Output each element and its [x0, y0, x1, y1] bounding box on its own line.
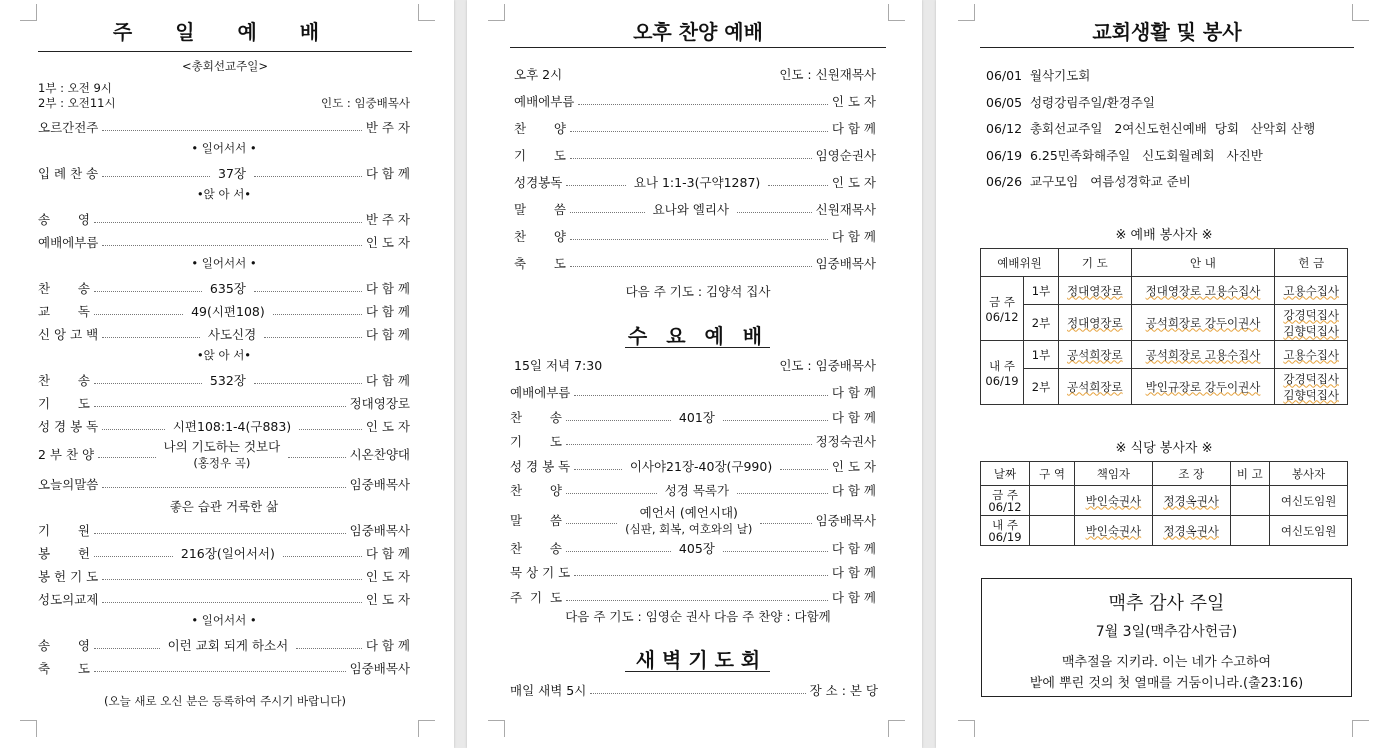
order-detail — [675, 539, 719, 557]
order-detail — [630, 173, 764, 191]
area-cell — [1030, 516, 1075, 546]
guide-cell: 정대영장로 고용수집사 — [1131, 277, 1275, 305]
order-label: 기 도 — [514, 148, 566, 163]
table-header: 안 내 — [1131, 249, 1275, 277]
note-cell — [1230, 516, 1270, 546]
part-cell: 2부 — [1024, 369, 1059, 405]
leader-dots — [723, 544, 828, 552]
title-rule — [38, 51, 412, 52]
table-header: 구 역 — [1030, 462, 1075, 486]
order-detail — [626, 457, 776, 475]
afternoon-leader: 인도 : 신원재목사 — [779, 67, 876, 82]
dawn-time: 매일 새벽 5시 — [510, 683, 587, 698]
table-row — [981, 486, 1348, 516]
title-rule — [625, 671, 770, 672]
afternoon-time-row — [514, 64, 876, 84]
order-label: 찬 송 — [38, 373, 90, 388]
leader-dots — [102, 238, 361, 246]
order-label: 신 앙 고 백 — [38, 327, 99, 342]
week-cell: 금 주 06/12 — [981, 486, 1030, 516]
order-person: 시온찬양대 — [349, 447, 410, 462]
week-cell: 금 주 06/12 — [981, 277, 1024, 341]
order-item — [510, 587, 876, 607]
table-row — [981, 369, 1348, 405]
order-item — [38, 416, 410, 436]
posture-cue: •앉 아 서• — [196, 187, 252, 201]
leader-cell: 정경옥권사 — [1152, 486, 1230, 516]
leader-dots — [566, 516, 617, 524]
leader-dots — [94, 549, 173, 557]
corner-mark — [958, 4, 975, 21]
order-person: 반 주 자 — [365, 212, 410, 227]
order-item — [510, 456, 876, 476]
leader-dots — [94, 215, 362, 223]
order-person: 임중배목사 — [349, 661, 410, 676]
leader-dots — [94, 526, 346, 534]
order-detail — [206, 279, 250, 297]
visitor-note: (오늘 새로 오신 분은 등록하여 주시기 바랍니다) — [104, 694, 346, 708]
posture-cue: • 일어서서 • — [191, 613, 257, 627]
order-label: 말 씀 — [514, 202, 566, 217]
leader-dots — [283, 549, 362, 557]
box-title: 맥추 감사 주일 — [1108, 593, 1225, 614]
order-label: 성경봉독 — [514, 175, 563, 190]
order-person: 인 도 자 — [365, 419, 410, 434]
order-person: 다 함 께 — [831, 121, 876, 136]
wednesday-time: 15일 저녁 7:30 — [514, 358, 603, 373]
order-detail-line: 37장 — [218, 166, 247, 181]
corner-mark — [888, 720, 905, 737]
week-cell: 내 주 06/19 — [981, 341, 1024, 405]
order-item — [510, 431, 876, 451]
leader-dots — [288, 450, 345, 458]
leader-dots — [102, 572, 362, 580]
order-item — [38, 439, 410, 469]
order-item — [514, 118, 876, 138]
head-cell: 박인숙권사 — [1075, 486, 1153, 516]
table-row — [981, 516, 1348, 546]
order-label: 기 도 — [38, 396, 90, 411]
order-item — [510, 538, 876, 558]
order-person: 신원재목사 — [815, 202, 877, 217]
order-person: 인 도 자 — [831, 458, 876, 474]
leader-dots — [566, 486, 657, 494]
leader-dots — [102, 480, 345, 488]
order-detail — [675, 408, 719, 426]
order-item — [38, 589, 410, 609]
order-label: 찬 송 — [38, 281, 90, 296]
order-person: 인 도 자 — [831, 175, 877, 190]
order-person: 임중배목사 — [349, 477, 410, 492]
service-subtitle: <총회선교주일> — [182, 59, 268, 73]
order-item — [38, 117, 410, 137]
leader-dots — [578, 97, 827, 105]
order-label: 묵 상 기 도 — [510, 565, 571, 581]
service-time-2: 2부 : 오전11시 — [38, 96, 116, 110]
order-label: 예배에부름 — [514, 94, 575, 109]
order-label: 송 영 — [38, 638, 90, 653]
thanksgiving-box — [981, 578, 1352, 697]
order-person: 다 함 께 — [831, 483, 877, 499]
note-cell — [1230, 486, 1270, 516]
order-item — [38, 163, 410, 183]
order-detail-line: 216장(일어서서) — [180, 546, 275, 561]
order-item — [38, 278, 410, 298]
order-label: 송 영 — [38, 212, 90, 227]
order-detail-line: 405장 — [678, 540, 715, 556]
corner-mark — [488, 720, 505, 737]
order-person: 다 함 께 — [365, 546, 410, 561]
afternoon-next-prayer: 다음 주 기도 : 김양석 집사 — [625, 284, 771, 299]
leader-dots — [254, 169, 362, 177]
order-person: 반 주 자 — [365, 120, 410, 135]
order-detail — [661, 481, 733, 499]
prayer-cell: 정대영장로 — [1059, 277, 1132, 305]
box-verse-2: 밭에 뿌린 것의 첫 열매를 거둠이니라.(출23:16) — [1029, 676, 1304, 691]
prayer-cell: 공석희장로 — [1059, 369, 1132, 405]
order-item — [514, 172, 876, 192]
leader-dots — [273, 307, 362, 315]
order-detail-line: 49(시편108) — [191, 304, 265, 319]
order-item — [38, 543, 410, 563]
prayer-cell: 정대영장로 — [1059, 305, 1132, 341]
order-detail-line: (홍정우 곡) — [193, 456, 251, 470]
title-rule — [980, 47, 1354, 48]
order-item — [514, 226, 876, 246]
leader-dots — [102, 123, 361, 131]
dawn-prayer-title: 새 벽 기 도 회 — [635, 648, 761, 672]
order-detail-line: 이런 교회 되게 하소서 — [167, 638, 289, 653]
order-item — [38, 474, 410, 494]
leader-dots — [737, 486, 828, 494]
order-detail-line: 사도신경 — [207, 327, 257, 342]
order-item — [514, 145, 876, 165]
order-detail-line: 성경 목록가 — [664, 483, 730, 499]
order-label: 성도의교제 — [38, 592, 99, 607]
leader-dots — [94, 307, 183, 315]
leader-dots — [768, 178, 828, 186]
order-label: 입 례 찬 송 — [38, 166, 99, 181]
order-label: 예배에부름 — [38, 235, 99, 250]
service-volunteers-table — [980, 248, 1348, 405]
title-rule — [625, 347, 770, 348]
order-label: 성 경 봉 독 — [510, 458, 571, 474]
afternoon-time: 오후 2시 — [514, 67, 563, 82]
order-item — [38, 393, 410, 413]
event-item: 06/01 월삭기도회 — [986, 68, 1091, 83]
guide-cell: 공석희장로 고용수집사 — [1131, 341, 1275, 369]
leader-dots — [566, 544, 671, 552]
leader-dots — [94, 399, 346, 407]
order-label: 오늘의말씀 — [38, 477, 99, 492]
order-label: 기 도 — [510, 434, 562, 450]
order-label: 교 독 — [38, 304, 90, 319]
table-header: 조 장 — [1152, 462, 1230, 486]
wednesday-leader: 인도 : 임중배목사 — [779, 358, 876, 373]
offering-cell: 고용수집사 — [1275, 277, 1348, 305]
leader-dots — [574, 462, 622, 470]
order-detail-line: 요나와 엘리사 — [652, 202, 730, 217]
order-person: 다 함 께 — [365, 281, 410, 296]
kitchen-volunteers-table — [980, 461, 1348, 546]
event-item: 06/26 교구모임 여름성경학교 준비 — [986, 174, 1191, 189]
box-verse-1: 맥추절을 지키라. 이는 네가 수고하여 — [1061, 655, 1272, 670]
sunday-service-title: 주 일 예 배 — [112, 20, 338, 44]
order-person: 다 함 께 — [831, 540, 876, 556]
leader-dots — [570, 124, 828, 132]
offering-cell: 강경덕집사 김향덕집사 — [1275, 305, 1348, 341]
order-detail — [649, 200, 733, 218]
order-item — [514, 199, 876, 219]
leader-dots — [590, 686, 805, 694]
order-item — [510, 407, 876, 427]
leader-dots — [760, 516, 811, 524]
afternoon-service-title: 오후 찬양 예배 — [633, 20, 763, 44]
leader-dots — [574, 388, 827, 396]
offering-cell: 고용수집사 — [1275, 341, 1348, 369]
leader-dots — [254, 284, 362, 292]
order-person: 인 도 자 — [365, 592, 410, 607]
leader-dots — [264, 330, 362, 338]
order-item — [38, 301, 410, 321]
order-detail-line: 401장 — [678, 409, 715, 425]
order-person: 다 함 께 — [365, 638, 411, 653]
corner-mark — [958, 720, 975, 737]
order-person: 다 함 께 — [831, 229, 876, 244]
order-person: 다 함 께 — [365, 166, 410, 181]
order-person: 인 도 자 — [365, 569, 410, 584]
order-person: 인 도 자 — [365, 235, 410, 250]
leader-dots — [94, 284, 202, 292]
order-detail — [214, 164, 250, 182]
order-detail — [206, 371, 250, 389]
leader-dots — [94, 664, 346, 672]
order-item — [510, 562, 876, 582]
order-person: 다 함 께 — [831, 565, 876, 581]
leader-dots — [254, 376, 362, 384]
corner-mark — [1352, 720, 1369, 737]
leader-dots — [94, 641, 160, 649]
prayer-cell: 공석희장로 — [1059, 341, 1132, 369]
table-header: 책임자 — [1075, 462, 1153, 486]
order-detail-line: 예언서 (예언시대) — [639, 505, 738, 520]
table-row — [981, 277, 1348, 305]
order-detail — [187, 302, 269, 320]
dawn-place: 장 소 : 본 당 — [809, 683, 878, 698]
leader-dots — [723, 413, 828, 421]
order-item — [38, 658, 410, 678]
order-item — [38, 370, 410, 390]
order-label: 봉 헌 기 도 — [38, 569, 99, 584]
leader-dots — [570, 151, 812, 159]
order-item — [38, 566, 410, 586]
title-rule — [510, 47, 886, 48]
corner-mark — [20, 4, 37, 21]
service-time-1: 1부 : 오전 9시 — [38, 81, 112, 95]
order-item — [38, 209, 410, 229]
helper-cell: 여신도임원 — [1270, 486, 1348, 516]
order-label: 찬 양 — [514, 229, 566, 244]
leader-dots — [566, 437, 812, 445]
head-cell: 박인숙권사 — [1075, 516, 1153, 546]
order-detail-line: 요나 1:1-3(구약1287) — [633, 175, 761, 190]
order-person: 임중배목사 — [349, 523, 410, 538]
order-person: 정대영장로 — [349, 396, 410, 411]
order-person: 다 함 께 — [365, 304, 411, 319]
order-item — [514, 253, 876, 273]
leader-dots — [102, 169, 210, 177]
box-subtitle: 7월 3일(맥추감사헌금) — [1095, 624, 1238, 640]
order-item — [510, 505, 876, 535]
order-person: 임중배목사 — [815, 256, 876, 271]
order-label: 말 씀 — [510, 513, 562, 528]
table-header: 기 도 — [1059, 249, 1132, 277]
order-detail — [204, 325, 260, 343]
table-header: 봉사자 — [1270, 462, 1348, 486]
week-cell: 내 주 06/19 — [981, 516, 1030, 546]
table-header: 비 고 — [1230, 462, 1270, 486]
leader-dots — [780, 462, 828, 470]
order-detail-line: 532장 — [209, 373, 246, 388]
order-label: 축 도 — [514, 256, 566, 271]
corner-mark — [1352, 4, 1369, 21]
table-row — [981, 341, 1348, 369]
order-person: 임중배목사 — [815, 513, 876, 528]
order-person: 인 도 자 — [831, 94, 876, 109]
posture-cue: • 일어서서 • — [191, 256, 257, 270]
order-label: 예배에부름 — [510, 385, 571, 400]
leader-dots — [566, 178, 626, 186]
order-label: 찬 송 — [510, 540, 562, 556]
leader-dots — [737, 205, 812, 213]
order-label: 찬 양 — [510, 483, 562, 499]
order-label: 찬 양 — [514, 121, 566, 136]
kitchen-volunteers-title: ※ 식당 봉사자 ※ — [1115, 441, 1213, 456]
order-label: 오르간전주 — [38, 120, 99, 135]
order-label: 봉 헌 — [38, 546, 90, 561]
part-cell: 2부 — [1024, 305, 1059, 341]
table-header: 날짜 — [981, 462, 1030, 486]
corner-mark — [418, 4, 435, 21]
leader-dots — [102, 330, 200, 338]
order-item — [510, 382, 876, 402]
order-detail — [169, 417, 295, 435]
order-detail — [621, 503, 756, 537]
service-volunteers-title: ※ 예배 봉사자 ※ — [1115, 228, 1213, 243]
corner-mark — [418, 720, 435, 737]
wednesday-time-row — [514, 355, 876, 375]
order-detail — [164, 636, 293, 654]
leader-dots — [102, 422, 165, 430]
table-header: 예배위원 — [981, 249, 1059, 277]
part-cell: 1부 — [1024, 277, 1059, 305]
order-item — [38, 324, 410, 344]
service-leader: 인도 : 임중배목사 — [321, 96, 410, 110]
posture-cue: • 일어서서 • — [191, 141, 257, 155]
order-person: 다 함 께 — [365, 373, 410, 388]
church-life-title: 교회생활 및 봉사 — [1092, 20, 1242, 44]
order-item — [38, 232, 410, 252]
helper-cell: 여신도임원 — [1270, 516, 1348, 546]
order-item — [514, 91, 876, 111]
wednesday-service-title: 수 요 예 배 — [627, 324, 769, 348]
dawn-prayer-row — [510, 680, 878, 700]
order-label: 기 원 — [38, 523, 90, 538]
posture-cue: 좋은 습관 거룩한 삶 — [169, 499, 279, 514]
leader-cell: 정경옥권사 — [1152, 516, 1230, 546]
order-person: 다 함 께 — [831, 385, 876, 400]
leader-dots — [98, 450, 155, 458]
order-detail — [160, 437, 285, 471]
order-label: 찬 송 — [510, 409, 562, 425]
guide-cell: 박인규장로 강두이권사 — [1131, 369, 1275, 405]
order-detail-line: 시편108:1-4(구883) — [172, 419, 292, 434]
event-item: 06/05 성령강림주일/환경주일 — [986, 94, 1155, 110]
event-item: 06/12 총회선교주일 2여신도헌신예배 당회 산악회 산행 — [986, 121, 1316, 136]
leader-dots — [102, 595, 361, 603]
leader-dots — [566, 413, 671, 421]
order-detail-line: 나의 기도하는 것보다 — [163, 439, 281, 454]
order-detail-line: 635장 — [209, 281, 246, 296]
leader-dots — [570, 205, 645, 213]
area-cell — [1030, 486, 1075, 516]
leader-dots — [570, 259, 812, 267]
leader-dots — [94, 376, 202, 384]
part-cell: 1부 — [1024, 341, 1059, 369]
order-detail — [177, 544, 279, 562]
leader-dots — [570, 232, 828, 240]
order-label: 축 도 — [38, 661, 90, 676]
order-label: 성 경 봉 독 — [38, 419, 99, 434]
corner-mark — [888, 4, 905, 21]
guide-cell: 공석희장로 강두이권사 — [1131, 305, 1275, 341]
order-detail-line: 이사야21장-40장(구990) — [629, 458, 773, 474]
order-person: 다 함 께 — [831, 589, 876, 605]
leader-dots — [299, 422, 362, 430]
leader-dots — [296, 641, 362, 649]
order-item — [38, 520, 410, 540]
order-item — [510, 480, 876, 500]
corner-mark — [488, 4, 505, 21]
order-label: 주 기 도 — [510, 589, 563, 605]
table-row — [981, 305, 1348, 341]
corner-mark — [20, 720, 37, 737]
wednesday-next: 다음 주 기도 : 임영순 권사 다음 주 찬양 : 다함께 — [565, 609, 831, 624]
order-person: 임영순권사 — [815, 148, 876, 163]
order-person: 다 함 께 — [831, 409, 876, 425]
table-header: 헌 금 — [1275, 249, 1348, 277]
order-label: 2 부 찬 양 — [38, 447, 95, 462]
offering-cell: 강경덕집사 김향덕집사 — [1275, 369, 1348, 405]
posture-cue: •앉 아 서• — [196, 348, 252, 362]
order-person: 정정숙권사 — [815, 434, 876, 450]
leader-dots — [574, 568, 828, 576]
event-item: 06/19 6.25민족화해주일 신도회월례회 사진반 — [986, 147, 1263, 163]
order-person: 다 함 께 — [365, 327, 411, 342]
order-detail-line: (심판, 회복, 여호와의 날) — [625, 522, 753, 536]
order-item — [38, 635, 410, 655]
leader-dots — [566, 593, 828, 601]
